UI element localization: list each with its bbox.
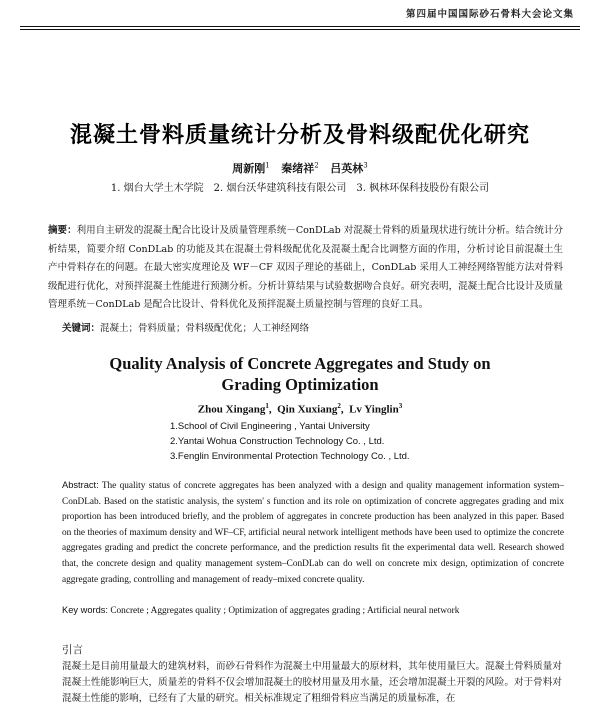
cn-keywords-label: 关键词： <box>62 323 101 334</box>
cn-abstract-label: 摘要： <box>48 225 77 236</box>
en-abstract-label: Abstract: <box>62 480 99 490</box>
en-keywords-text: Concrete ; Aggregates quality ; Optimization of aggregates grading ; Artificial neural network <box>110 606 460 616</box>
en-author-2: Qin Xuxiang <box>277 403 338 416</box>
cn-title: 混凝土骨料质量统计分析及骨料级配优化研究 <box>69 123 530 148</box>
cn-keywords-text: 混凝土；骨料质量；骨料级配优化；人工神经网络 <box>100 323 310 334</box>
en-affiliation-1: 1.School of Civil Engineering , Yantai University <box>170 421 370 432</box>
section-title-intro: 引言 <box>62 644 83 656</box>
en-affiliation-2: 2.Yantai Wohua Construction Technology Co. , Ltd. <box>170 436 385 447</box>
en-affiliation-3: 3.Fenglin Environmental Protection Technology Co. , Ltd. <box>170 451 410 462</box>
cn-author-1: 周新刚 <box>232 162 266 175</box>
en-author-1-mark: 1 <box>265 402 269 410</box>
cn-author-3: 吕英林 <box>330 162 364 175</box>
en-authors: Zhou Xingang$^1$, Qin Xuxiang$^2$, Lv Yinglin$^3$ <box>197 402 403 416</box>
cn-authors <box>0 160 600 176</box>
en-author-3: Lv Yinglin <box>349 403 399 416</box>
en-abstract <box>62 478 564 588</box>
header-rule <box>20 26 580 30</box>
en-author-2-mark: 2 <box>337 402 341 410</box>
cn-abstract <box>48 222 563 315</box>
cn-author-2: 秦绪祥 <box>281 162 315 175</box>
cn-author-2-mark: 2 <box>314 161 319 170</box>
en-author-3-mark: 3 <box>398 402 403 410</box>
cn-author-1-mark: 1 <box>265 161 270 170</box>
cn-abstract-text: 利用自主研发的混凝土配合比设计及质量管理系统－ConDLab 对混凝土骨料的质量现状进行统计分析。结合统计分析结果，简要介绍 ConDLab 的功能及其在混凝土骨料级配优化及混凝土配合比调整方面的作用，分析讨论目前混凝土生产中骨料存在的问题。在最大密实度理论及 WF－CF 双因子理论的基础上，ConDLab 采用人工神经网络智能方法对骨料级配进行优化，对预拌混凝土性能进行预测分析。分析计算结果与试验数据吻合良好。研究表明，混凝土配合比设计及质量管理系统－ConDLab 是配合比设计、骨料优化及预拌混凝土质量控制与管理的良好工具。 <box>48 225 563 311</box>
en-title <box>0 353 600 395</box>
en-title-line-1: Quality Analysis of Concrete Aggregates and Study on <box>109 354 491 373</box>
intro-paragraph: 混凝土是目前用量最大的建筑材料，而砂石骨料作为混凝土中用量最大的原材料，其年使用量巨大。混凝土骨料质量对混凝土性能影响巨大，质量差的骨料不仅会增加混凝土的胶材用量及用水量，还会增加混凝土开裂的风险。对于骨料对混凝土性能的影响，已经有了大量的研究。相关标准规定了粗细骨料应当满足的质量标准，在 <box>62 661 562 704</box>
en-title-line-2: Grading Optimization <box>221 375 379 394</box>
cn-keywords <box>62 320 309 334</box>
en-keywords <box>62 605 459 616</box>
cn-author-3-mark: 3 <box>363 161 368 170</box>
en-author-1: Zhou Xingang <box>197 403 266 416</box>
running-header: 第四届中国国际砂石骨料大会论文集 <box>405 9 574 20</box>
en-keywords-label: Key words: <box>62 605 108 615</box>
cn-affiliations: 1. 烟台大学土木学院 2. 烟台沃华建筑科技有限公司 3. 枫林环保科技股份有限公司 <box>110 183 490 194</box>
en-abstract-text: The quality status of concrete aggregates has been analyzed with a design and quality management information system–ConDLab. Based on the statistic analysis, the system' s function and its role on optimization of concrete aggregates grading and mix proportion has been introduced briefly, and the problem of aggregates in concrete production has been analyzed in this paper. Based on the theories of maximum density and WF–CF, artificial neural network intelligent methods have been used to optimize the concrete aggregates grading and predict the concrete performance, and the prediction results fit the experimental data well. Research showed that, the concrete design and quality management system–ConDLab can do well on concrete mix design, optimization of concrete aggregate grading, controlling and management of ready–mixed concrete quality. <box>62 481 565 585</box>
